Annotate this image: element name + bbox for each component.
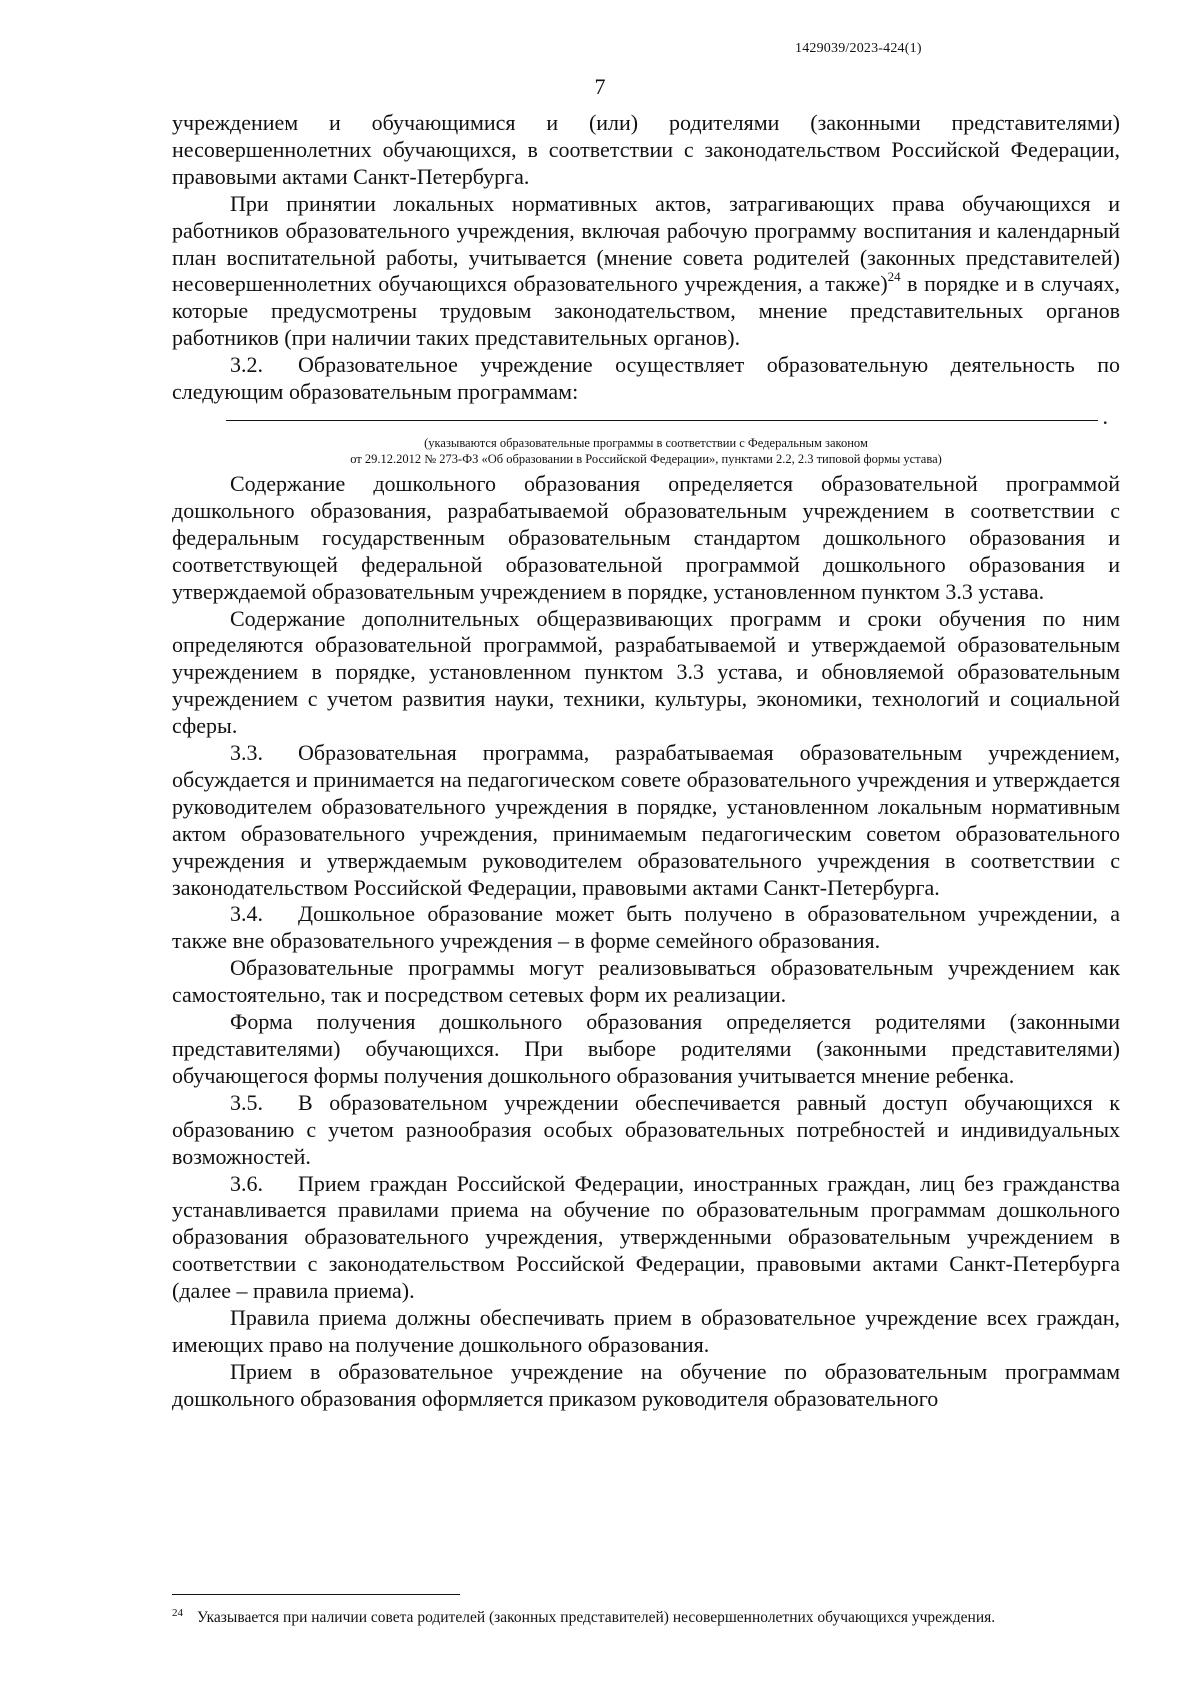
clause-text: В образовательном учреждении обеспечивается равный доступ обучающихся к образованию с учетом разнообразия особых образовательных потребностей и индивидуальных возможностей. (172, 1089, 1120, 1169)
hint-line: от 29.12.2012 № 273-ФЗ «Об образовании в Российской Федерации», пунктами 2.2, 2.3 типовой формы устава) (350, 451, 942, 466)
clause-3-4 (172, 901, 1120, 955)
clause-3-2 (172, 352, 1120, 406)
clause-3-3 (172, 740, 1120, 901)
hint-line: (указываются образовательные программы в соответствии с Федеральным законом (424, 435, 868, 450)
footnote-mark: 24 (172, 1607, 183, 1619)
document-number: 1429039/2023-424(1) (795, 41, 922, 56)
blank-underline (226, 420, 1098, 421)
clause-text: Образовательная программа, разрабатываемая образовательным учреждением, обсуждается и принимается на педагогическом совете образовательного учреждения и утверждается руководителем образовательного учреждения в порядке, установленном локальным нормативным актом образовательного учреждения, принимаемым педагогическим советом образовательного учреждения и утверждаемым руководителем образовательного учреждения в соответствии с законодательством Российской Федерации, правовыми актами Санкт-Петербурга. (172, 740, 1120, 900)
clause-3-5 (172, 1090, 1120, 1171)
paragraph-additional-programs: Содержание дополнительных общеразвивающих программ и сроки обучения по ним определяются образовательной программой, разрабатываемой и утверждаемой образовательным учреждением в порядке, установленном пунктом 3.3 устава, и обновляемой образовательным учреждением с учетом развития науки, техники, культуры, экономики, технологий и социальной сферы. (172, 605, 1120, 739)
clause-3-6 (172, 1171, 1120, 1306)
clause-number: 3.5. (230, 1089, 263, 1115)
clause-text: Прием граждан Российской Федерации, иностранных граждан, лиц без гражданства устанавливается правилами приема на обучение по образовательным программам дошкольного образования образовательного учреждения, утвержденными образовательным учреждением в соответствии с законодательством Российской Федерации, правовыми актами Санкт-Петербурга (далее – правила приема). (172, 1170, 1120, 1304)
paragraph-text: в порядке и в случаях, которые предусмотрены трудовым законодательством, мнение представительных органов работников (при наличии таких представительных органов). (172, 271, 1121, 351)
clause-number: 3.2. (230, 352, 263, 378)
document-body (172, 110, 1120, 1413)
clause-number: 3.4. (230, 901, 263, 927)
clause-text: Образовательное учреждение осуществляет образовательную деятельность по следующим образовательным программам: (172, 352, 1120, 405)
footnote (172, 1602, 1120, 1629)
clause-text: Дошкольное образование может быть получено в образовательном учреждении, а также вне образовательного учреждения – в форме семейного образования. (172, 901, 1120, 954)
clause-number: 3.3. (230, 740, 263, 766)
paragraph-local-acts (172, 191, 1120, 352)
paragraph-preschool-content: Содержание дошкольного образования определяется образовательной программой дошкольного образования, разрабатываемой образовательным учреждением в соответствии с федеральным государственным образовательным стандартом дошкольного образования и соответствующей федеральной образовательной программой дошкольного образования и утверждаемой образовательным учреждением в порядке, установленном пунктом 3.3 устава. (172, 470, 1120, 604)
paragraph-text: При принятии локальных нормативных актов, затрагивающих права обучающихся и работников образовательного учреждения, включая рабочую программу воспитания и календарный план воспитательной работы, учитывается (мнение совета родителей (законных представителей) несовершеннолетних обучающихся образовательного учреждения, а также) (172, 190, 1120, 297)
footnote-separator (172, 1594, 460, 1595)
fill-in-hint (172, 435, 1120, 467)
paragraph-network-forms: Образовательные программы могут реализовываться образовательным учреждением как самостоятельно, так и посредством сетевых форм их реализации. (172, 955, 1120, 1008)
fill-in-blank-line (172, 403, 1120, 436)
footnote-text: Указывается при наличии совета родителей (законных представителей) несовершеннолетних обучающихся учреждения. (197, 1609, 996, 1626)
paragraph-admission-rules: Правила приема должны обеспечивать прием в образовательное учреждение всех граждан, имеющих право на получение дошкольного образования. (172, 1305, 1120, 1357)
paragraph-education-form: Форма получения дошкольного образования определяется родителями (законными представителями) обучающихся. При выборе родителями (законными представителями) обучающегося формы получения дошкольного образования учитывается мнение ребенка. (172, 1009, 1120, 1088)
paragraph-admission-order: Прием в образовательное учреждение на обучение по образовательным программам дошкольного образования оформляется приказом руководителя образовательного (172, 1358, 1120, 1411)
footnote-reference: 24 (887, 269, 901, 285)
blank-end-dot: . (1102, 403, 1108, 429)
page-number: 7 (594, 74, 606, 99)
paragraph-continuation: учреждением и обучающимися и (или) родителями (законными представителями) несовершеннолетних обучающихся, в соответствии с законодательством Российской Федерации, правовыми актами Санкт-Петербурга. (172, 110, 1120, 189)
clause-number: 3.6. (230, 1170, 263, 1196)
